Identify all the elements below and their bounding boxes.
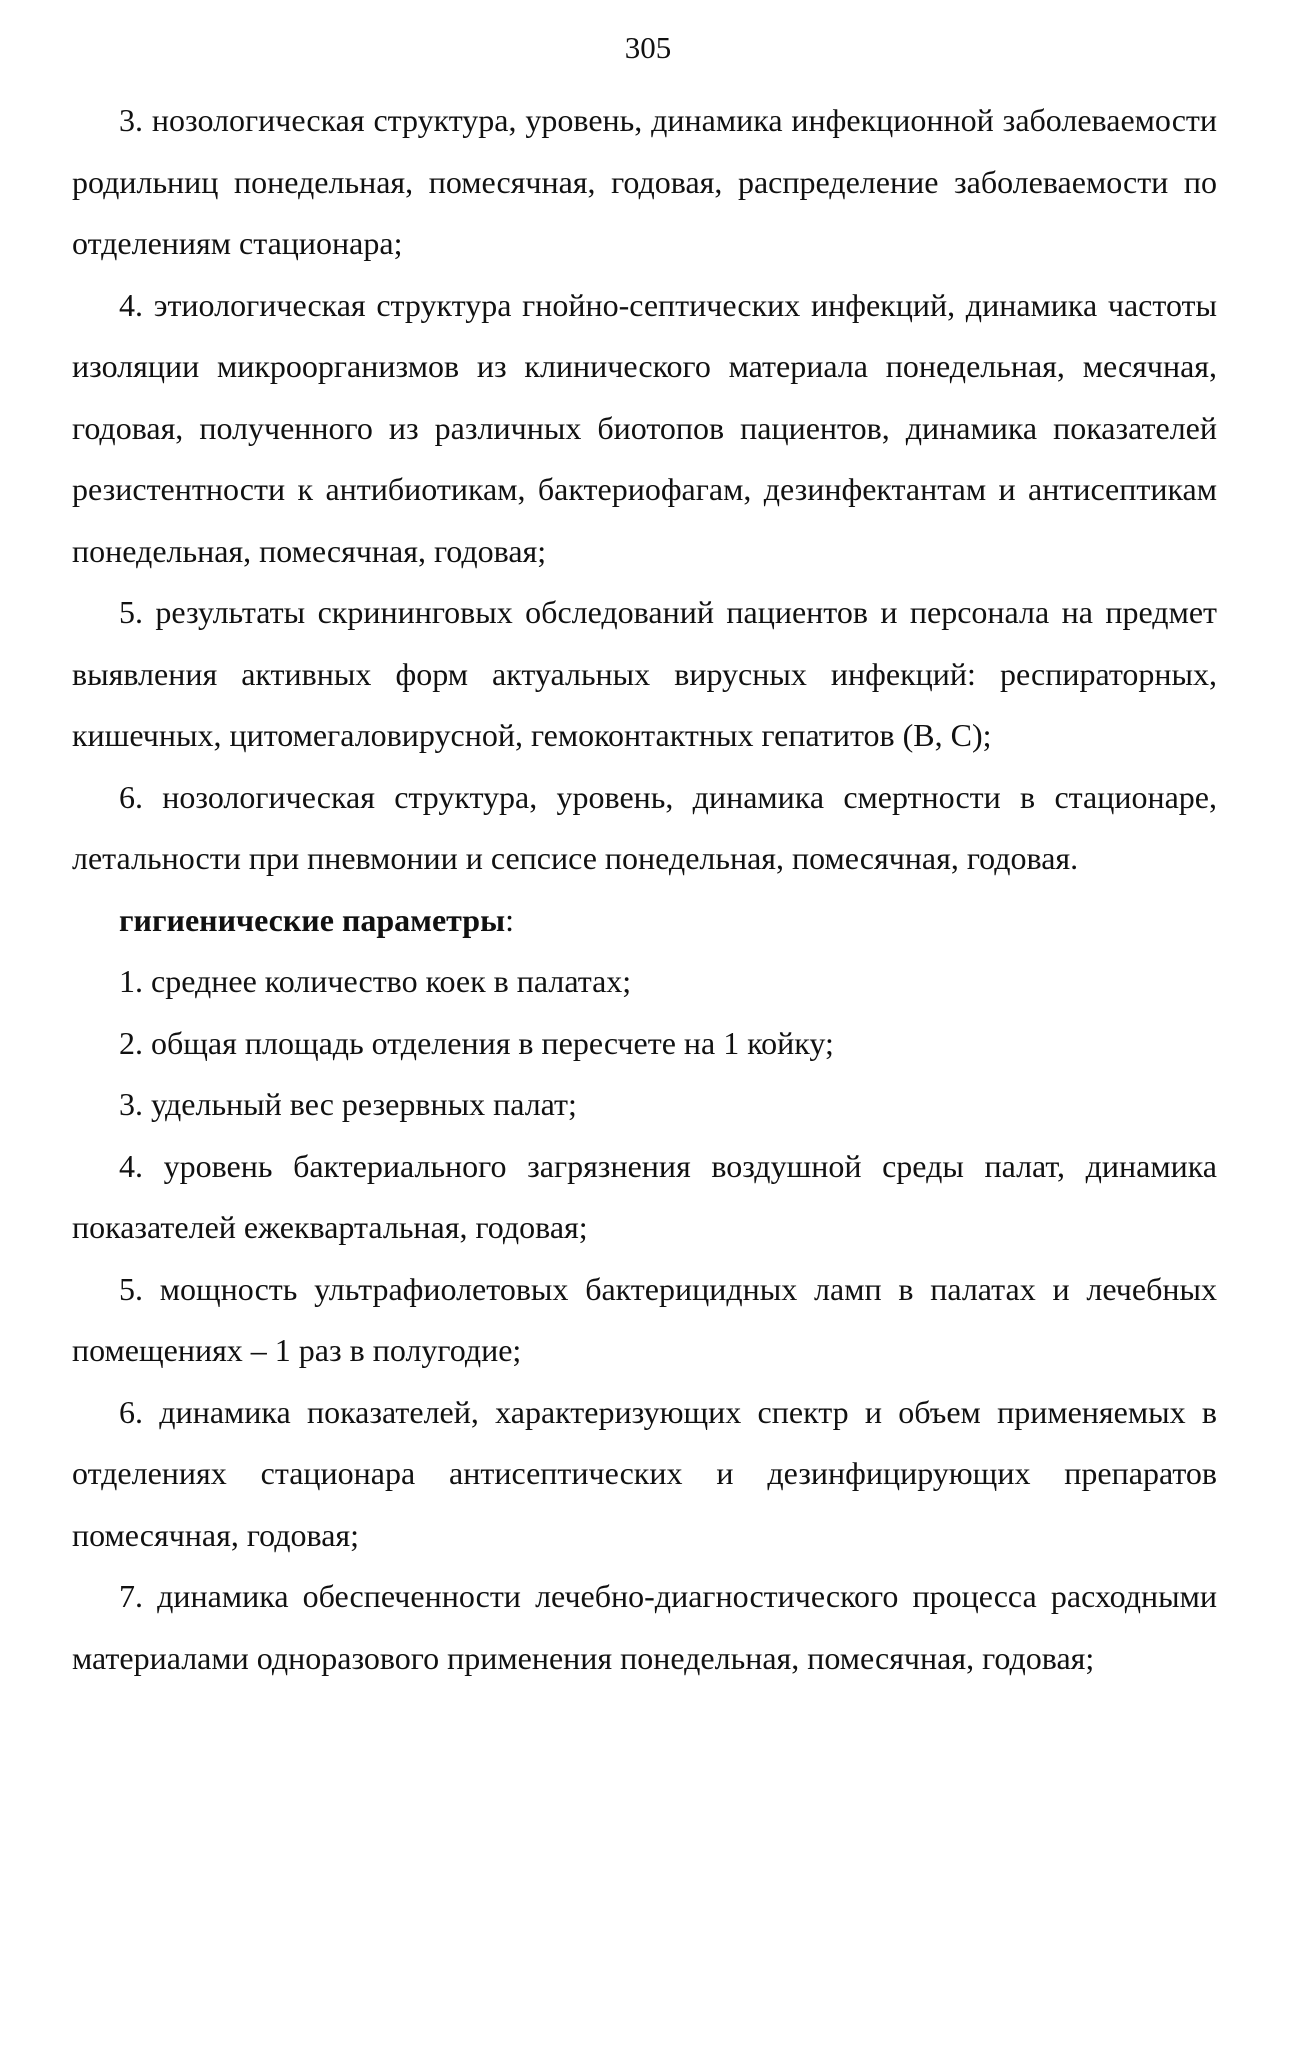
section-heading: [72, 890, 1217, 952]
list-item-epidemiology-6: 6. нозологическая структура, уровень, динамика смертности в стационаре, летальности при пневмонии и сепсисе понедельная, помесячная, годовая.: [72, 778, 1217, 876]
page-number: 305: [624, 30, 672, 65]
list-item-epidemiology-4: 4. этиологическая структура гнойно-септических инфекций, динамика частоты изоляции микроорганизмов из клинического материала понедельная, месячная, годовая, полученного из различных биотопов пациентов, динамика показателей резистентности к антибиотикам, бактериофагам, дезинфектантам и антисептикам понедельная, помесячная, годовая;: [72, 286, 1217, 569]
list-item-epidemiology-5: 5. результаты скрининговых обследований пациентов и персонала на предмет выявления активных форм актуальных вирусных инфекций: респираторных, кишечных, цитомегаловирусной, гемоконтактных гепатитов (B, C);: [72, 594, 1217, 753]
list-item-hygiene-7: 7. динамика обеспеченности лечебно-диагностического процесса расходными материалами одноразового применения понедельная, помесячная, годовая;: [72, 1578, 1217, 1676]
section-heading-colon: :: [505, 901, 514, 938]
page-body: [72, 90, 1217, 1689]
list-item-hygiene-4: 4. уровень бактериального загрязнения воздушной среды палат, динамика показателей ежеквартальная, годовая;: [72, 1147, 1217, 1245]
list-item-hygiene-6: 6. динамика показателей, характеризующих спектр и объем применяемых в отделениях стационара антисептических и дезинфицирующих препаратов помесячная, годовая;: [72, 1393, 1217, 1553]
section-heading-text: гигиенические параметры: [119, 901, 506, 938]
list-item-epidemiology-3: 3. нозологическая структура, уровень, динамика инфекционной заболеваемости родильниц понедельная, помесячная, годовая, распределение заболеваемости по отделениям стационара;: [72, 102, 1217, 261]
list-item-hygiene-5: 5. мощность ультрафиолетовых бактерицидных ламп в палатах и лечебных помещениях – 1 раз в полугодие;: [72, 1270, 1217, 1368]
list-item-hygiene-3: 3. удельный вес резервных палат;: [119, 1086, 577, 1122]
list-item-hygiene-1: 1. среднее количество коек в палатах;: [119, 963, 632, 999]
list-item-hygiene-2: 2. общая площадь отделения в пересчете на 1 койку;: [119, 1024, 834, 1061]
